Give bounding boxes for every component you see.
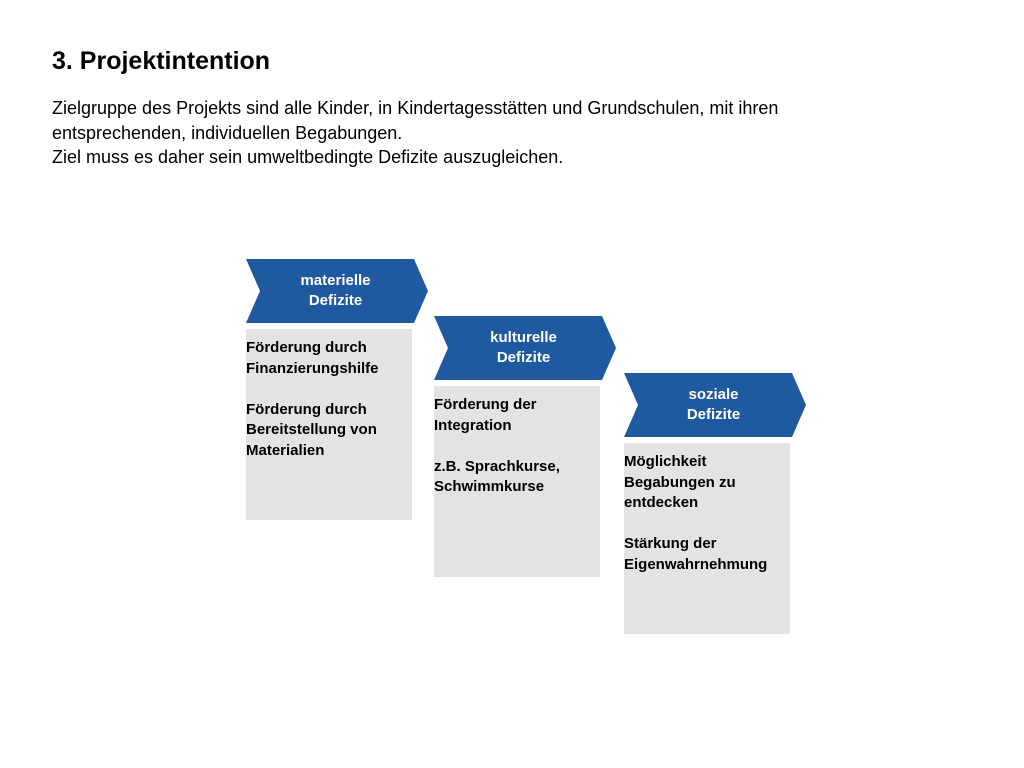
box-paragraph: [434, 395, 600, 436]
chevron-kulturelle-defizite: [434, 316, 616, 380]
description-box-soziale: [624, 443, 790, 634]
chevron-label-line: kulturelle: [490, 329, 557, 346]
box-line: Begabungen zu: [624, 473, 736, 491]
box-paragraph: [246, 338, 412, 379]
box-line: z.B. Sprachkurse,: [434, 457, 560, 475]
box-line: Bereitstellung von: [246, 421, 377, 438]
intro-line: Zielgruppe des Projekts sind alle Kinder, in Kindertagesstätten und Grundschulen, mit ihren: [52, 98, 779, 118]
description-box-kulturelle: [434, 386, 600, 577]
chevron-soziale-defizite: [624, 373, 806, 437]
box-line: Integration: [434, 416, 512, 434]
box-line: Stärkung der: [624, 535, 717, 552]
chevron-label: [636, 373, 791, 437]
chevron-label: [446, 316, 601, 380]
description-box-materielle: [246, 329, 412, 520]
chevron-label: [258, 259, 413, 323]
box-line: Materialien: [246, 441, 325, 459]
page-title: 3. Projektintention: [52, 47, 271, 75]
box-line: Eigenwahrnehmung: [624, 555, 768, 573]
box-paragraph: [624, 452, 790, 514]
chevron-label-line: Defizite: [308, 292, 363, 309]
box-line: Finanzierungshilfe: [246, 359, 379, 377]
box-line: Förderung durch: [246, 400, 367, 418]
box-paragraph: [434, 457, 600, 498]
box-paragraph: [246, 400, 412, 462]
box-line: Förderung durch: [246, 339, 367, 356]
box-line: Schwimmkurse: [434, 478, 545, 495]
intro-text: [52, 96, 982, 170]
box-line: Möglichkeit: [624, 453, 707, 470]
intro-line: entsprechenden, individuellen Begabungen.: [52, 122, 403, 143]
intro-line: Ziel muss es daher sein umweltbedingte Defizite auszugleichen.: [52, 147, 564, 167]
chevron-label-line: materielle: [300, 272, 371, 289]
box-paragraph: [624, 534, 790, 575]
box-line: Förderung der: [434, 396, 537, 413]
chevron-materielle-defizite: [246, 259, 428, 323]
chevron-label-line: soziale: [688, 386, 739, 403]
chevron-label-line: Defizite: [686, 406, 741, 423]
chevron-label-line: Defizite: [496, 349, 551, 366]
box-line: entdecken: [624, 494, 699, 511]
